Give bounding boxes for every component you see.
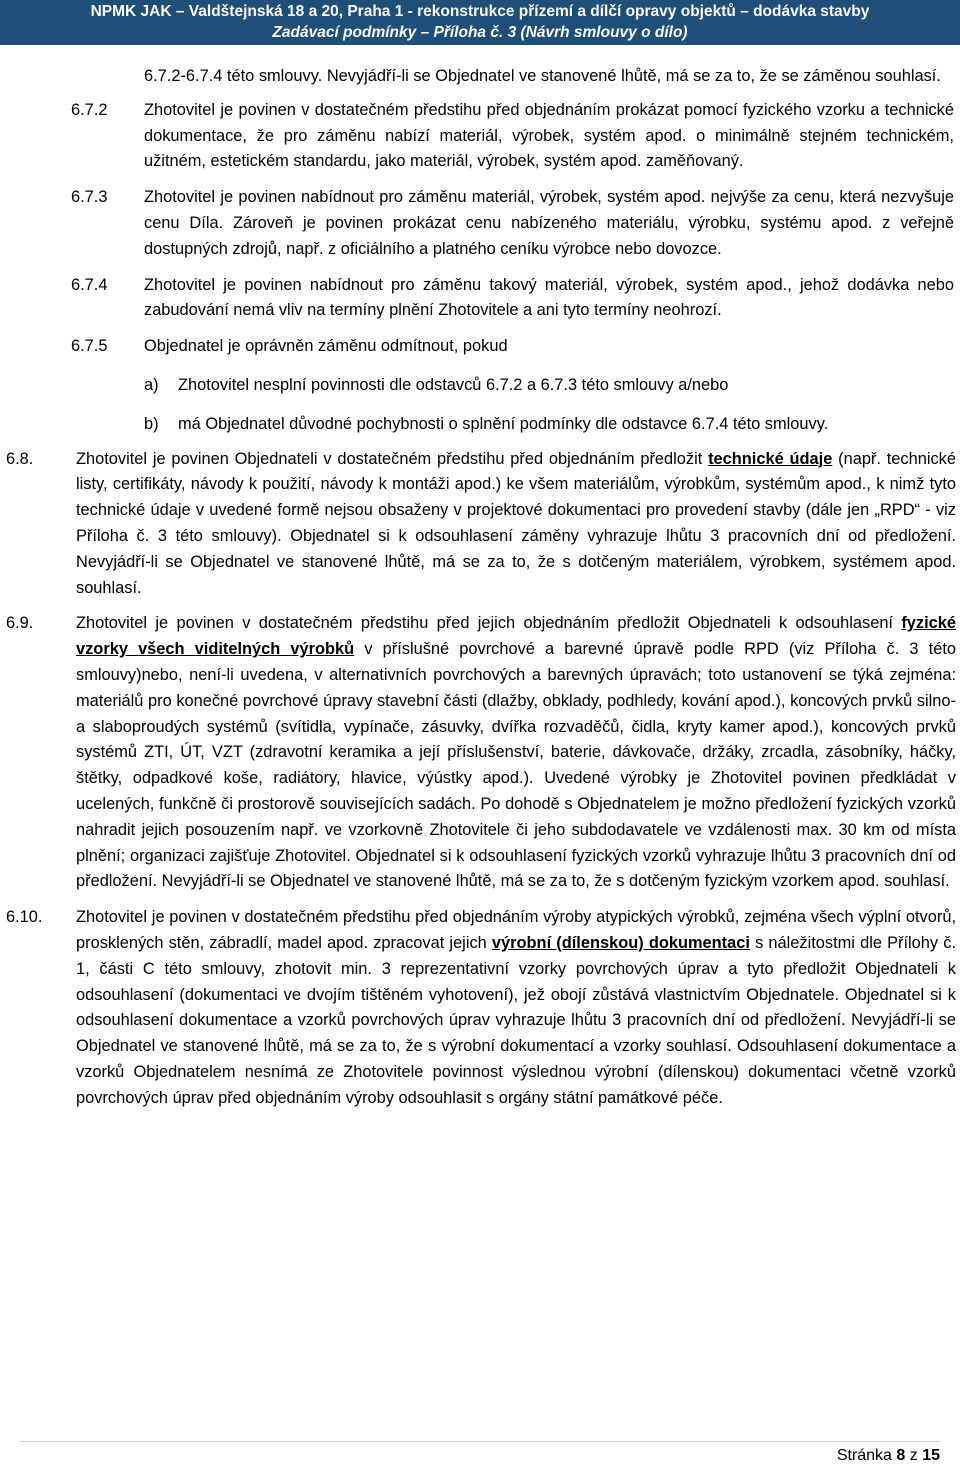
current-page: 8 — [896, 1447, 906, 1464]
clause-number: 6.7.5 — [71, 337, 108, 356]
clause-text-part: s náležitostmi dle Přílohy č. 1, části C této smlouvy, zhotovit min. 3 reprezentativní vzorky povrchových úprav a tyto předložit Objednateli k odsouhlasení (dokumentaci ve dvojím tištěném vyhotovení), jež obojí zůstává vlastnictvím Objednatele. Objednatel si k odsouhlasení dokumentace a vzorků povrchových úprav vyhrazuje lhůtu 3 pracovních dní od předložení. Nevyjádří-li se Objednatel ve stanovené lhůtě, má se za to, že s výrobní dokumentací a vzorky souhlasí. Odsouhlasení dokumentace a vzorků Objednatelem nesnímá ze Zhotovitele povinnost výslednou výrobní (dílenskou) dokumentaci včetně vzorků povrchových úprav před objednáním výroby odsouhlasit s orgány státní památkové péče. — [76, 933, 956, 1107]
clause-text-part: v příslušné povrchové a barevné úpravě podle RPD (viz Příloha č. 3 této smlouvy)nebo, není-li uvedena, v alternativních povrchových a barevných úpravách; toto ustanovení se týká zejména: materiálů pro konečné povrchové úpravy stavební části (dlažby, obklady, podhledy, kování apod.), koncových prvků silno- a slaboproudých systémů (svítidla, vypínače, zásuvky, dvířka rozvaděčů, čidla, kryty kamer apod.), koncových prvků systémů ZTI, ÚT, VZT (zdravotní keramika a její příslušenství, baterie, dávkovače, držáky, zrcadla, zásobníky, háčky, štětky, odpadkové koše, radiátory, hlavice, výústky apod.). Uvedené výrobky je Zhotovitel povinen předkládat v ucelených, funkčně či prostorově souvisejících sadách. Po dohodě s Objednatelem je možno předložení fyzických vzorků nahradit jejich posouzením např. ve vzorkovně Zhotovitele či jeho subdodavatele ve vzdálenosti max. 30 km od místa plnění; organizaci zajišťuje Zhotovitel. Objednatel si k odsouhlasení fyzických vzorků vyhrazuje lhůtu 3 pracovních dní od předložení. Nevyjádří-li se Objednatel ve stanovené lhůtě, má se za to, že s dotčeným fyzickým vzorkem apod. souhlasí. — [76, 640, 957, 891]
document-body — [0, 64, 960, 1111]
header-project-title: NPMK JAK – Valdštejnská 18 a 20, Praha 1 - rekonstrukce přízemí a dílčí opravy objektů – dodávka stavby — [90, 3, 870, 20]
clause-text: Objednatel je oprávněn záměnu odmítnout, pokud — [144, 337, 508, 356]
page-separator: z — [905, 1447, 923, 1464]
list-marker: a) — [144, 375, 159, 394]
clause-number: 6.7.2 — [71, 100, 108, 119]
emphasized-term: fyzické vzorky všech viditelných výrobků — [76, 614, 956, 659]
document-header — [0, 0, 960, 45]
clause-text-part: Zhotovitel je povinen Objednateli v dostatečném předstihu před objednáním předložit — [76, 449, 709, 468]
list-marker: b) — [144, 414, 159, 433]
clause-text: Zhotovitel je povinen nabídnout pro záměnu materiál, výrobek, systém apod. nejvýše za cenu, která nezvyšuje cenu Díla. Zároveň je povinen prokázat cenu nabízeného materiálu, výrobku, systému apod. z veřejně dostupných zdrojů, např. z oficiálního a platného ceníku výrobce nebo dovozce. — [144, 188, 954, 258]
clause-text-part: Zhotovitel je povinen v dostatečném předstihu před jejich objednáním předložit Objednateli k odsouhlasení — [76, 614, 902, 633]
list-item-text: Zhotovitel nesplní povinnosti dle odstavců 6.7.2 a 6.7.3 této smlouvy a/nebo — [178, 375, 729, 394]
footer-divider — [20, 1441, 940, 1442]
clause-6-7-2 — [0, 98, 954, 175]
clause-6-8 — [0, 447, 956, 602]
clause-number: 6.7.4 — [71, 275, 108, 294]
clause-number: 6.8. — [6, 449, 34, 468]
clause-number: 6.9. — [6, 614, 34, 633]
clause-6-9 — [0, 611, 956, 895]
emphasized-term: výrobní (dílenskou) dokumentaci — [491, 933, 750, 952]
clause-6-10 — [0, 905, 956, 1111]
clause-text-part: (např. technické listy, certifikáty, návody k použití, návody k montáži apod.) ke všem materiálům, výrobkům, systémům apod., k nimž tyto technické údaje v uvedené formě nejsou obsaženy v projektové dokumentaci pro provedení stavby (dále jen „RPD“ - viz Příloha č. 3 této smlouvy). Objednatel si k odsouhlasení záměny vyhrazuje lhůtu 3 pracovních dní od předložení. Nevyjádří-li se Objednatel ve stanovené lhůtě, má se za to, že s dotčeným materiálem, výrobkem, systémem apod. souhlasí. — [76, 449, 956, 597]
clause-number: 6.10. — [6, 908, 43, 927]
clause-text: Zhotovitel je povinen nabídnout pro záměnu takový materiál, výrobek, systém apod., jehož dodávka nebo zabudování nemá vliv na termíny plnění Zhotovitele a ani tyto termíny neohrozí. — [144, 275, 954, 320]
paragraph-text: 6.7.2-6.7.4 této smlouvy. Nevyjádří-li se Objednatel ve stanovené lhůtě, má se za to, že se záměnou souhlasí. — [144, 67, 941, 85]
clause-6-7-3 — [0, 185, 954, 262]
page-label: Stránka — [836, 1447, 897, 1464]
clause-text-part: Zhotovitel je povinen v dostatečném předstihu před objednáním výroby atypických výrobků, zejména všech výplní otvorů, prosklených stěn, zábradlí, madel apod. zpracovat jejich — [76, 908, 956, 952]
clause-6-7-4 — [0, 273, 954, 325]
list-item-b — [0, 412, 954, 438]
paragraph-continuation — [144, 64, 952, 90]
clause-number: 6.7.3 — [71, 188, 108, 207]
list-item-a — [0, 373, 954, 399]
page-number — [837, 1447, 940, 1465]
header-subtitle: Zadávací podmínky – Příloha č. 3 (Návrh smlouvy o dílo) — [272, 24, 688, 41]
total-pages: 15 — [922, 1447, 940, 1464]
list-item-text: má Objednatel důvodné pochybnosti o splnění podmínky dle odstavce 6.7.4 této smlouvy. — [178, 414, 829, 433]
clause-6-7-5 — [0, 334, 954, 360]
clause-text: Zhotovitel je povinen v dostatečném předstihu před objednáním prokázat pomocí fyzického vzorku a technické dokumentace, že pro záměnu nabízí materiál, výrobek, systém apod. o minimálně stejném technickém, užitném, estetickém standardu, jako materiál, výrobek, systém apod. zaměňovaný. — [144, 100, 954, 171]
emphasized-term: technické údaje — [708, 449, 833, 468]
